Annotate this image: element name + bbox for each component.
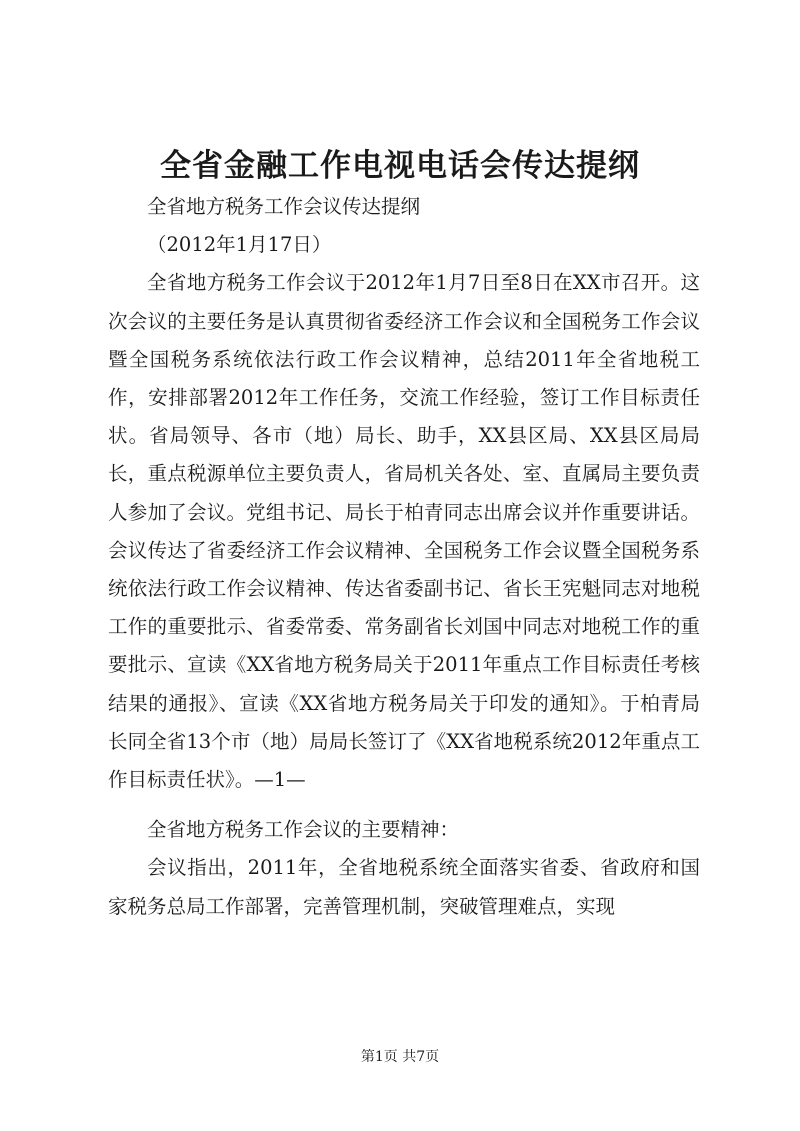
document-body <box>108 188 700 926</box>
subtitle-paragraph: 全省地方税务工作会议传达提纲 <box>147 195 421 218</box>
page-number-footer: 第1页 共7页 <box>360 1049 440 1065</box>
document-title: 全省金融工作电视电话会传达提纲 <box>160 148 640 184</box>
date-paragraph: （2012年1月17日） <box>147 233 332 257</box>
main-spirit-heading: 全省地方税务工作会议的主要精神： <box>147 818 460 842</box>
meeting-summary-paragraph: 全省地方税务工作会议于2012年1月7日至8日在XX市召开。这次会议的主要任务是认真贯彻省委经济工作会议和全国税务工作会议暨全国税务系统依法行政工作会议精神，总结2011年全省地税工作，安排部署2012年工作任务，交流工作经验，签订工作目标责任状。省局领导、各市（地）局长、助手，XX县区局、XX县区局局长，重点税源单位主要负责人，省局机关各处、室、直属局主要负责人参加了会议。党组书记、局长于柏青同志出席会议并作重要讲话。会议传达了省委经济工作会议精神、全国税务工作会议暨全国税务系统依法行政工作会议精神、传达省委副书记、省长王宪魁同志对地税工作的重要批示、省委常委、常务副省长刘国中同志对地税工作的重要批示、宣读《XX省地方税务局关于2011年重点工作目标责任考核结果的通报》、宣读《XX省地方税务局关于印发的通知》。于柏青局长同全省13个市（地）局局长签订了《XX省地税系统2012年重点工作目标责任状》。—1— <box>108 271 700 792</box>
meeting-points-paragraph: 会议指出，2011年，全省地税系统全面落实省委、省政府和国家税务总局工作部署，完善管理机制，突破管理难点，实现 <box>108 856 700 918</box>
